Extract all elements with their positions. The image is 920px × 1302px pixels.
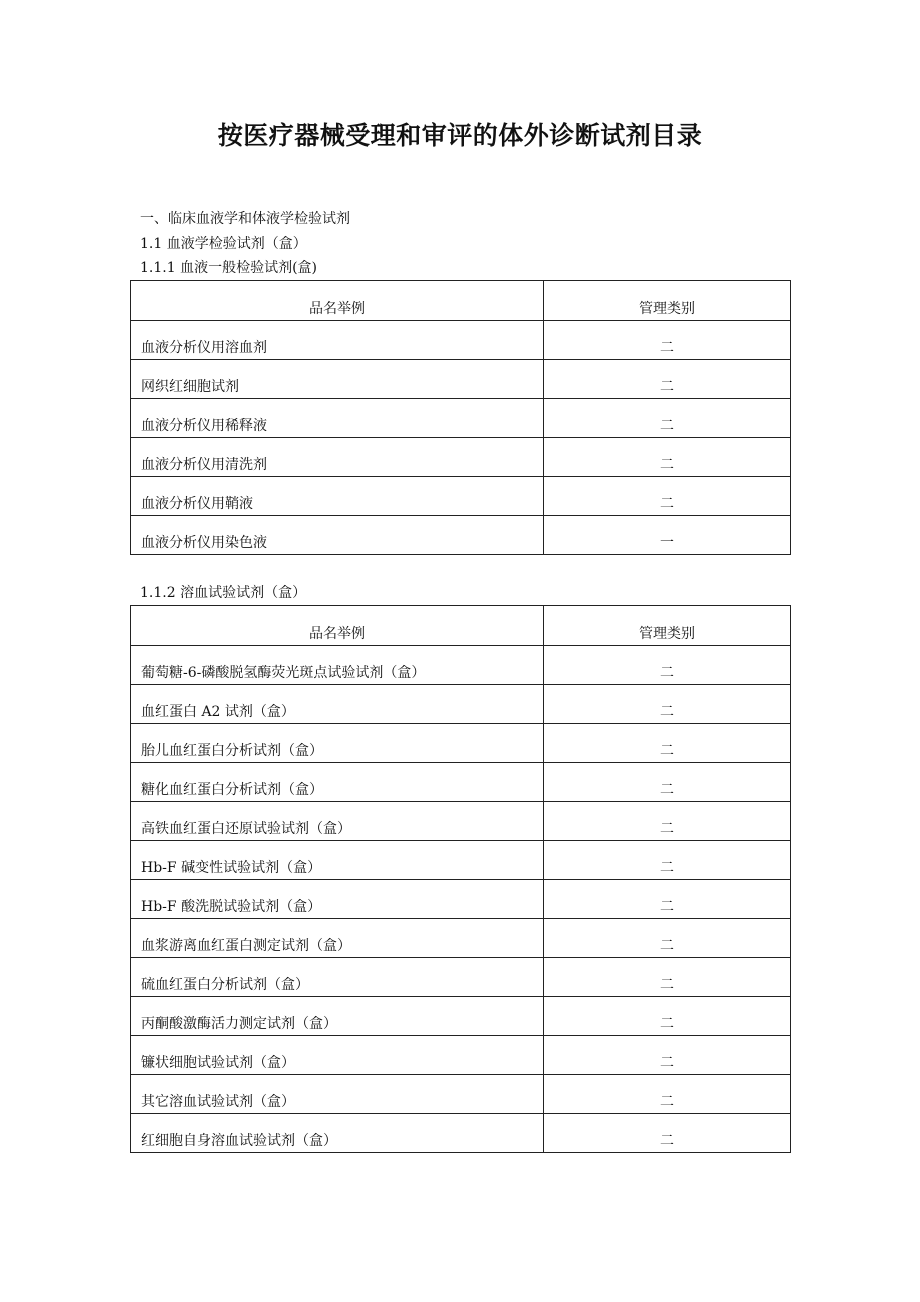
table-row bbox=[131, 646, 791, 685]
table-row bbox=[131, 685, 791, 724]
management-class: 二 bbox=[544, 438, 791, 477]
management-class: 二 bbox=[544, 802, 791, 841]
product-name: 血浆游离血红蛋白测定试剂（盒） bbox=[131, 919, 544, 958]
subsection-heading: 1.1 血液学检验试剂（盒） bbox=[140, 236, 307, 252]
product-name: 胎儿血红蛋白分析试剂（盒） bbox=[131, 724, 544, 763]
column-header-name: 品名举例 bbox=[131, 606, 544, 646]
management-class: 二 bbox=[544, 477, 791, 516]
table-row bbox=[131, 880, 791, 919]
product-name: 血液分析仪用溶血剂 bbox=[131, 321, 544, 360]
product-name: 网织红细胞试剂 bbox=[131, 360, 544, 399]
table-row bbox=[131, 724, 791, 763]
table-row bbox=[131, 399, 791, 438]
product-name: 葡萄糖-6-磷酸脱氢酶荧光斑点试验试剂（盒） bbox=[131, 646, 544, 685]
table-row bbox=[131, 841, 791, 880]
section-heading: 一、临床血液学和体液学检验试剂 bbox=[140, 211, 350, 227]
table-row bbox=[131, 1114, 791, 1153]
product-name: 丙酮酸激酶活力测定试剂（盒） bbox=[131, 997, 544, 1036]
product-name: 血液分析仪用清洗剂 bbox=[131, 438, 544, 477]
product-name: 其它溶血试验试剂（盒） bbox=[131, 1075, 544, 1114]
table-header-row bbox=[131, 606, 791, 646]
table-row bbox=[131, 438, 791, 477]
table-header-row bbox=[131, 281, 791, 321]
column-header-grade: 管理类别 bbox=[544, 606, 791, 646]
product-name: 血液分析仪用稀释液 bbox=[131, 399, 544, 438]
product-name: Hb-F 碱变性试验试剂（盒） bbox=[131, 841, 544, 880]
table2-heading: 1.1.2 溶血试验试剂（盒） bbox=[140, 585, 307, 601]
management-class: 二 bbox=[544, 1036, 791, 1075]
table-row bbox=[131, 360, 791, 399]
management-class: 二 bbox=[544, 399, 791, 438]
table-row bbox=[131, 516, 791, 555]
management-class: 二 bbox=[544, 360, 791, 399]
column-header-grade: 管理类别 bbox=[544, 281, 791, 321]
management-class: 二 bbox=[544, 1114, 791, 1153]
product-name: Hb-F 酸洗脱试验试剂（盒） bbox=[131, 880, 544, 919]
management-class: 二 bbox=[544, 321, 791, 360]
product-name: 血液分析仪用染色液 bbox=[131, 516, 544, 555]
table1 bbox=[130, 280, 791, 555]
management-class: 二 bbox=[544, 763, 791, 802]
product-name: 血液分析仪用鞘液 bbox=[131, 477, 544, 516]
table-row bbox=[131, 1036, 791, 1075]
management-class: 二 bbox=[544, 997, 791, 1036]
product-name: 红细胞自身溶血试验试剂（盒） bbox=[131, 1114, 544, 1153]
table-row bbox=[131, 997, 791, 1036]
management-class: 二 bbox=[544, 880, 791, 919]
management-class: 二 bbox=[544, 841, 791, 880]
table-row bbox=[131, 958, 791, 997]
management-class: 一 bbox=[544, 516, 791, 555]
product-name: 高铁血红蛋白还原试验试剂（盒） bbox=[131, 802, 544, 841]
product-name: 镰状细胞试验试剂（盒） bbox=[131, 1036, 544, 1075]
page-title: 按医疗器械受理和审评的体外诊断试剂目录 bbox=[217, 121, 703, 150]
management-class: 二 bbox=[544, 1075, 791, 1114]
management-class: 二 bbox=[544, 919, 791, 958]
table2 bbox=[130, 605, 791, 1153]
product-name: 糖化血红蛋白分析试剂（盒） bbox=[131, 763, 544, 802]
product-name: 硫血红蛋白分析试剂（盒） bbox=[131, 958, 544, 997]
table-row bbox=[131, 802, 791, 841]
table-row bbox=[131, 763, 791, 802]
table-row bbox=[131, 321, 791, 360]
management-class: 二 bbox=[544, 646, 791, 685]
management-class: 二 bbox=[544, 724, 791, 763]
product-name: 血红蛋白 A2 试剂（盒） bbox=[131, 685, 544, 724]
table-row bbox=[131, 477, 791, 516]
table1-heading: 1.1.1 血液一般检验试剂(盒) bbox=[140, 260, 317, 276]
management-class: 二 bbox=[544, 685, 791, 724]
column-header-name: 品名举例 bbox=[131, 281, 544, 321]
management-class: 二 bbox=[544, 958, 791, 997]
table-row bbox=[131, 919, 791, 958]
table-row bbox=[131, 1075, 791, 1114]
